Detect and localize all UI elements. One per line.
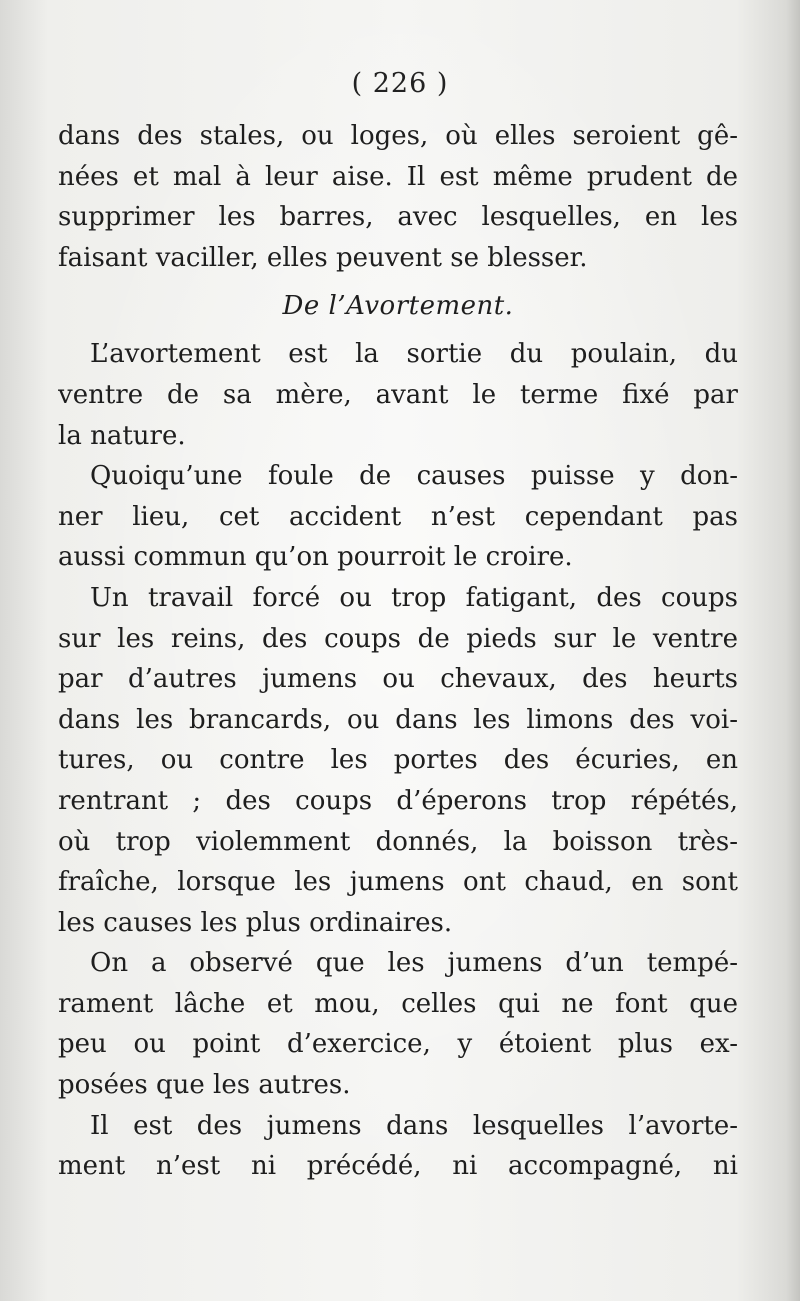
page-number: ( 226 ) — [351, 68, 449, 99]
text-line: peu ou point d’exercice, y étoient plus ex- — [58, 1029, 738, 1060]
text-line: ventre de sa mère, avant le terme fixé par — [58, 379, 738, 410]
text-line: rament lâche et mou, celles qui ne font que — [58, 988, 738, 1019]
body-text — [58, 116, 738, 1187]
text-line: sur les reins, des coups de pieds sur le ventre — [58, 623, 738, 654]
text-line: faisant vaciller, elles peuvent se blesser. — [58, 242, 588, 273]
text-line: rentrant ; des coups d’éperons trop répétés, — [58, 785, 738, 816]
text-line: ment n’est ni précédé, ni accompagné, ni — [58, 1151, 738, 1182]
text-line: fraîche, lorsque les jumens ont chaud, en sont — [58, 867, 738, 898]
text-line: L’avortement est la sortie du poulain, du — [90, 339, 738, 370]
text-line: où trop violemment donnés, la boisson très- — [58, 826, 738, 857]
text-line: les causes les plus ordinaires. — [58, 907, 453, 938]
text-line: dans des stales, ou loges, où elles seroient gê- — [58, 121, 738, 151]
text-line: Quoiqu’une foule de causes puisse y don- — [90, 461, 738, 492]
text-line: nées et mal à leur aise. Il est même prudent de — [58, 161, 738, 192]
text-line: Il est des jumens dans lesquelles l’avorte- — [90, 1110, 738, 1141]
text-line: Un travail forcé ou trop fatigant, des coups — [90, 582, 738, 613]
text-line: aussi commun qu’on pourroit le croire. — [58, 542, 573, 573]
page-edge-shadow — [786, 0, 800, 1301]
text-line: On a observé que les jumens d’un tempé- — [90, 948, 738, 979]
text-line: posées que les autres. — [58, 1070, 351, 1101]
text-line: supprimer les barres, avec lesquelles, en les — [58, 202, 738, 233]
text-line: ner lieu, cet accident n’est cependant pas — [58, 501, 738, 532]
text-line: la nature. — [58, 420, 186, 451]
text-line: tures, ou contre les portes des écuries, en — [58, 745, 738, 776]
section-heading: De l’Avortement. — [282, 291, 514, 322]
text-line: par d’autres jumens ou chevaux, des heurts — [58, 664, 738, 695]
text-line: dans les brancards, ou dans les limons des voi- — [58, 704, 738, 735]
